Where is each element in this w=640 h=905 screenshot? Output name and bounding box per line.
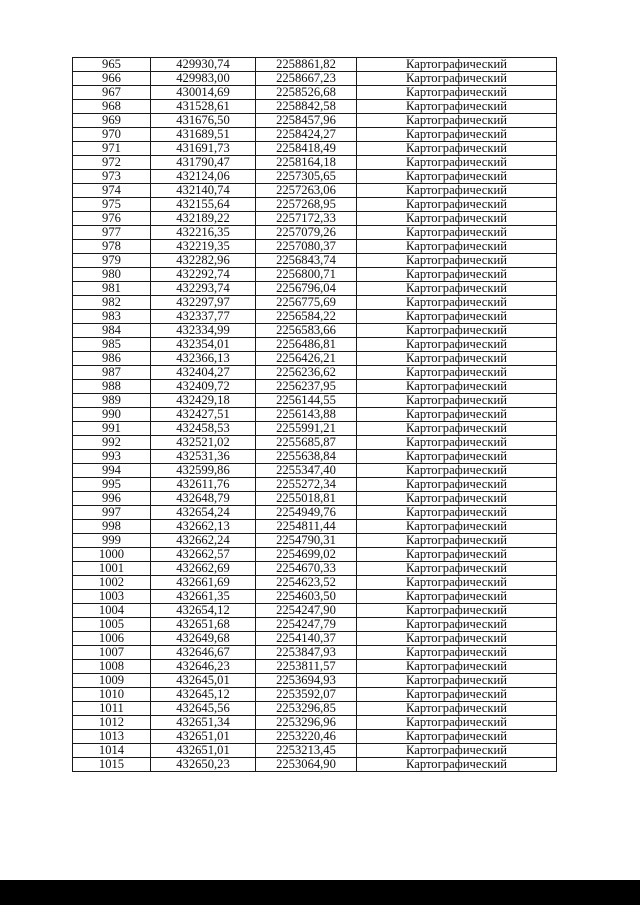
point-number-cell: 968: [73, 100, 151, 114]
point-number-cell: 1008: [73, 660, 151, 674]
method-cell: Картографический: [357, 240, 557, 254]
y-coordinate-cell: 2253811,57: [256, 660, 357, 674]
method-cell: Картографический: [357, 128, 557, 142]
table-row: [73, 562, 557, 576]
x-coordinate-cell: 432651,68: [151, 618, 256, 632]
y-coordinate-cell: 2257268,95: [256, 198, 357, 212]
x-coordinate-cell: 431790,47: [151, 156, 256, 170]
x-coordinate-cell: 432155,64: [151, 198, 256, 212]
point-number-cell: 989: [73, 394, 151, 408]
point-number-cell: 971: [73, 142, 151, 156]
table-row: [73, 310, 557, 324]
table-row: [73, 478, 557, 492]
method-cell: Картографический: [357, 142, 557, 156]
point-number-cell: 1002: [73, 576, 151, 590]
x-coordinate-cell: 432651,01: [151, 744, 256, 758]
table-row: [73, 716, 557, 730]
point-number-cell: 1011: [73, 702, 151, 716]
x-coordinate-cell: 432661,69: [151, 576, 256, 590]
point-number-cell: 991: [73, 422, 151, 436]
table-row: [73, 324, 557, 338]
point-number-cell: 990: [73, 408, 151, 422]
table-row: [73, 632, 557, 646]
point-number-cell: 997: [73, 506, 151, 520]
y-coordinate-cell: 2253847,93: [256, 646, 357, 660]
method-cell: Картографический: [357, 478, 557, 492]
y-coordinate-cell: 2258418,49: [256, 142, 357, 156]
method-cell: Картографический: [357, 58, 557, 72]
method-cell: Картографический: [357, 380, 557, 394]
y-coordinate-cell: 2256143,88: [256, 408, 357, 422]
table-row: [73, 436, 557, 450]
method-cell: Картографический: [357, 324, 557, 338]
point-number-cell: 996: [73, 492, 151, 506]
point-number-cell: 986: [73, 352, 151, 366]
y-coordinate-cell: 2258424,27: [256, 128, 357, 142]
x-coordinate-cell: 432404,27: [151, 366, 256, 380]
y-coordinate-cell: 2254140,37: [256, 632, 357, 646]
table-row: [73, 450, 557, 464]
x-coordinate-cell: 431676,50: [151, 114, 256, 128]
y-coordinate-cell: 2255272,34: [256, 478, 357, 492]
table-row: [73, 352, 557, 366]
y-coordinate-cell: 2256583,66: [256, 324, 357, 338]
table-row: [73, 268, 557, 282]
method-cell: Картографический: [357, 198, 557, 212]
x-coordinate-cell: 432334,99: [151, 324, 256, 338]
point-number-cell: 1004: [73, 604, 151, 618]
method-cell: Картографический: [357, 212, 557, 226]
y-coordinate-cell: 2256144,55: [256, 394, 357, 408]
y-coordinate-cell: 2258526,68: [256, 86, 357, 100]
y-coordinate-cell: 2254811,44: [256, 520, 357, 534]
point-number-cell: 972: [73, 156, 151, 170]
y-coordinate-cell: 2254623,52: [256, 576, 357, 590]
method-cell: Картографический: [357, 632, 557, 646]
table-row: [73, 184, 557, 198]
y-coordinate-cell: 2255018,81: [256, 492, 357, 506]
method-cell: Картографический: [357, 744, 557, 758]
method-cell: Картографический: [357, 72, 557, 86]
method-cell: Картографический: [357, 562, 557, 576]
y-coordinate-cell: 2258842,58: [256, 100, 357, 114]
point-number-cell: 976: [73, 212, 151, 226]
method-cell: Картографический: [357, 268, 557, 282]
x-coordinate-cell: 432649,68: [151, 632, 256, 646]
x-coordinate-cell: 432648,79: [151, 492, 256, 506]
table-row: [73, 492, 557, 506]
y-coordinate-cell: 2254699,02: [256, 548, 357, 562]
table-row: [73, 380, 557, 394]
y-coordinate-cell: 2253296,96: [256, 716, 357, 730]
point-number-cell: 975: [73, 198, 151, 212]
x-coordinate-cell: 430014,69: [151, 86, 256, 100]
coordinates-table: [72, 57, 557, 772]
y-coordinate-cell: 2256236,62: [256, 366, 357, 380]
x-coordinate-cell: 432427,51: [151, 408, 256, 422]
method-cell: Картографический: [357, 156, 557, 170]
method-cell: Картографический: [357, 534, 557, 548]
point-number-cell: 970: [73, 128, 151, 142]
x-coordinate-cell: 432354,01: [151, 338, 256, 352]
x-coordinate-cell: 432654,12: [151, 604, 256, 618]
method-cell: Картографический: [357, 394, 557, 408]
method-cell: Картографический: [357, 688, 557, 702]
y-coordinate-cell: 2254949,76: [256, 506, 357, 520]
method-cell: Картографический: [357, 730, 557, 744]
x-coordinate-cell: 432611,76: [151, 478, 256, 492]
x-coordinate-cell: 432654,24: [151, 506, 256, 520]
x-coordinate-cell: 432645,01: [151, 674, 256, 688]
x-coordinate-cell: 432216,35: [151, 226, 256, 240]
method-cell: Картографический: [357, 492, 557, 506]
y-coordinate-cell: 2254670,33: [256, 562, 357, 576]
method-cell: Картографический: [357, 310, 557, 324]
x-coordinate-cell: 432124,06: [151, 170, 256, 184]
y-coordinate-cell: 2257080,37: [256, 240, 357, 254]
x-coordinate-cell: 432662,24: [151, 534, 256, 548]
x-coordinate-cell: 432645,56: [151, 702, 256, 716]
method-cell: Картографический: [357, 226, 557, 240]
point-number-cell: 980: [73, 268, 151, 282]
table-row: [73, 520, 557, 534]
y-coordinate-cell: 2255347,40: [256, 464, 357, 478]
method-cell: Картографический: [357, 646, 557, 660]
x-coordinate-cell: 432189,22: [151, 212, 256, 226]
method-cell: Картографический: [357, 576, 557, 590]
y-coordinate-cell: 2255685,87: [256, 436, 357, 450]
x-coordinate-cell: 432650,23: [151, 758, 256, 772]
y-coordinate-cell: 2258457,96: [256, 114, 357, 128]
method-cell: Картографический: [357, 184, 557, 198]
point-number-cell: 993: [73, 450, 151, 464]
y-coordinate-cell: 2255991,21: [256, 422, 357, 436]
point-number-cell: 988: [73, 380, 151, 394]
y-coordinate-cell: 2253296,85: [256, 702, 357, 716]
x-coordinate-cell: 432219,35: [151, 240, 256, 254]
method-cell: Картографический: [357, 338, 557, 352]
table-row: [73, 534, 557, 548]
x-coordinate-cell: 431691,73: [151, 142, 256, 156]
y-coordinate-cell: 2257172,33: [256, 212, 357, 226]
table-row: [73, 422, 557, 436]
point-number-cell: 984: [73, 324, 151, 338]
x-coordinate-cell: 432429,18: [151, 394, 256, 408]
y-coordinate-cell: 2253064,90: [256, 758, 357, 772]
coordinates-table-body: [73, 58, 557, 772]
y-coordinate-cell: 2254247,90: [256, 604, 357, 618]
y-coordinate-cell: 2253694,93: [256, 674, 357, 688]
y-coordinate-cell: 2253592,07: [256, 688, 357, 702]
table-row: [73, 590, 557, 604]
method-cell: Картографический: [357, 660, 557, 674]
y-coordinate-cell: 2256800,71: [256, 268, 357, 282]
y-coordinate-cell: 2256584,22: [256, 310, 357, 324]
y-coordinate-cell: 2256775,69: [256, 296, 357, 310]
method-cell: Картографический: [357, 520, 557, 534]
method-cell: Картографический: [357, 450, 557, 464]
y-coordinate-cell: 2258164,18: [256, 156, 357, 170]
point-number-cell: 1015: [73, 758, 151, 772]
point-number-cell: 1009: [73, 674, 151, 688]
point-number-cell: 1001: [73, 562, 151, 576]
table-row: [73, 142, 557, 156]
point-number-cell: 982: [73, 296, 151, 310]
x-coordinate-cell: 432662,69: [151, 562, 256, 576]
x-coordinate-cell: 432521,02: [151, 436, 256, 450]
y-coordinate-cell: 2256426,21: [256, 352, 357, 366]
x-coordinate-cell: 432297,97: [151, 296, 256, 310]
method-cell: Картографический: [357, 436, 557, 450]
x-coordinate-cell: 432662,57: [151, 548, 256, 562]
point-number-cell: 965: [73, 58, 151, 72]
table-row: [73, 702, 557, 716]
point-number-cell: 992: [73, 436, 151, 450]
table-row: [73, 464, 557, 478]
x-coordinate-cell: 432292,74: [151, 268, 256, 282]
method-cell: Картографический: [357, 254, 557, 268]
point-number-cell: 981: [73, 282, 151, 296]
x-coordinate-cell: 432531,36: [151, 450, 256, 464]
y-coordinate-cell: 2255638,84: [256, 450, 357, 464]
method-cell: Картографический: [357, 100, 557, 114]
table-row: [73, 646, 557, 660]
table-row: [73, 212, 557, 226]
method-cell: Картографический: [357, 352, 557, 366]
table-row: [73, 506, 557, 520]
x-coordinate-cell: 432646,23: [151, 660, 256, 674]
x-coordinate-cell: 432458,53: [151, 422, 256, 436]
point-number-cell: 1005: [73, 618, 151, 632]
y-coordinate-cell: 2258861,82: [256, 58, 357, 72]
table-row: [73, 198, 557, 212]
x-coordinate-cell: 432366,13: [151, 352, 256, 366]
table-row: [73, 114, 557, 128]
method-cell: Картографический: [357, 506, 557, 520]
table-row: [73, 744, 557, 758]
table-row: [73, 576, 557, 590]
y-coordinate-cell: 2254790,31: [256, 534, 357, 548]
x-coordinate-cell: 432599,86: [151, 464, 256, 478]
method-cell: Картографический: [357, 170, 557, 184]
table-row: [73, 758, 557, 772]
y-coordinate-cell: 2253213,45: [256, 744, 357, 758]
method-cell: Картографический: [357, 296, 557, 310]
point-number-cell: 969: [73, 114, 151, 128]
y-coordinate-cell: 2256843,74: [256, 254, 357, 268]
table-row: [73, 618, 557, 632]
method-cell: Картографический: [357, 548, 557, 562]
point-number-cell: 1014: [73, 744, 151, 758]
table-row: [73, 282, 557, 296]
point-number-cell: 995: [73, 478, 151, 492]
scan-bottom-border: [0, 880, 640, 905]
table-row: [73, 240, 557, 254]
point-number-cell: 973: [73, 170, 151, 184]
y-coordinate-cell: 2257263,06: [256, 184, 357, 198]
table-row: [73, 100, 557, 114]
x-coordinate-cell: 432282,96: [151, 254, 256, 268]
point-number-cell: 1013: [73, 730, 151, 744]
table-row: [73, 366, 557, 380]
point-number-cell: 987: [73, 366, 151, 380]
point-number-cell: 978: [73, 240, 151, 254]
method-cell: Картографический: [357, 674, 557, 688]
table-row: [73, 296, 557, 310]
point-number-cell: 1006: [73, 632, 151, 646]
table-row: [73, 408, 557, 422]
y-coordinate-cell: 2258667,23: [256, 72, 357, 86]
y-coordinate-cell: 2256237,95: [256, 380, 357, 394]
x-coordinate-cell: 429930,74: [151, 58, 256, 72]
table-row: [73, 548, 557, 562]
point-number-cell: 1003: [73, 590, 151, 604]
method-cell: Картографический: [357, 282, 557, 296]
method-cell: Картографический: [357, 758, 557, 772]
method-cell: Картографический: [357, 618, 557, 632]
y-coordinate-cell: 2254247,79: [256, 618, 357, 632]
method-cell: Картографический: [357, 422, 557, 436]
x-coordinate-cell: 432409,72: [151, 380, 256, 394]
table-row: [73, 394, 557, 408]
table-row: [73, 86, 557, 100]
method-cell: Картографический: [357, 408, 557, 422]
table-row: [73, 604, 557, 618]
table-row: [73, 156, 557, 170]
table-row: [73, 660, 557, 674]
x-coordinate-cell: 432140,74: [151, 184, 256, 198]
point-number-cell: 994: [73, 464, 151, 478]
x-coordinate-cell: 429983,00: [151, 72, 256, 86]
point-number-cell: 979: [73, 254, 151, 268]
table-row: [73, 58, 557, 72]
y-coordinate-cell: 2257079,26: [256, 226, 357, 240]
x-coordinate-cell: 431528,61: [151, 100, 256, 114]
method-cell: Картографический: [357, 464, 557, 478]
method-cell: Картографический: [357, 86, 557, 100]
method-cell: Картографический: [357, 114, 557, 128]
method-cell: Картографический: [357, 366, 557, 380]
x-coordinate-cell: 432651,34: [151, 716, 256, 730]
table-row: [73, 128, 557, 142]
table-row: [73, 730, 557, 744]
table-row: [73, 254, 557, 268]
method-cell: Картографический: [357, 590, 557, 604]
point-number-cell: 974: [73, 184, 151, 198]
method-cell: Картографический: [357, 716, 557, 730]
point-number-cell: 983: [73, 310, 151, 324]
table-row: [73, 674, 557, 688]
table-row: [73, 226, 557, 240]
x-coordinate-cell: 432651,01: [151, 730, 256, 744]
point-number-cell: 1007: [73, 646, 151, 660]
x-coordinate-cell: 431689,51: [151, 128, 256, 142]
point-number-cell: 1012: [73, 716, 151, 730]
table-row: [73, 72, 557, 86]
x-coordinate-cell: 432662,13: [151, 520, 256, 534]
table-row: [73, 170, 557, 184]
y-coordinate-cell: 2254603,50: [256, 590, 357, 604]
point-number-cell: 967: [73, 86, 151, 100]
y-coordinate-cell: 2256486,81: [256, 338, 357, 352]
point-number-cell: 977: [73, 226, 151, 240]
x-coordinate-cell: 432646,67: [151, 646, 256, 660]
point-number-cell: 999: [73, 534, 151, 548]
x-coordinate-cell: 432645,12: [151, 688, 256, 702]
point-number-cell: 1010: [73, 688, 151, 702]
point-number-cell: 998: [73, 520, 151, 534]
table-row: [73, 688, 557, 702]
table-row: [73, 338, 557, 352]
method-cell: Картографический: [357, 702, 557, 716]
y-coordinate-cell: 2256796,04: [256, 282, 357, 296]
point-number-cell: 966: [73, 72, 151, 86]
x-coordinate-cell: 432293,74: [151, 282, 256, 296]
y-coordinate-cell: 2257305,65: [256, 170, 357, 184]
x-coordinate-cell: 432661,35: [151, 590, 256, 604]
y-coordinate-cell: 2253220,46: [256, 730, 357, 744]
x-coordinate-cell: 432337,77: [151, 310, 256, 324]
point-number-cell: 1000: [73, 548, 151, 562]
method-cell: Картографический: [357, 604, 557, 618]
point-number-cell: 985: [73, 338, 151, 352]
